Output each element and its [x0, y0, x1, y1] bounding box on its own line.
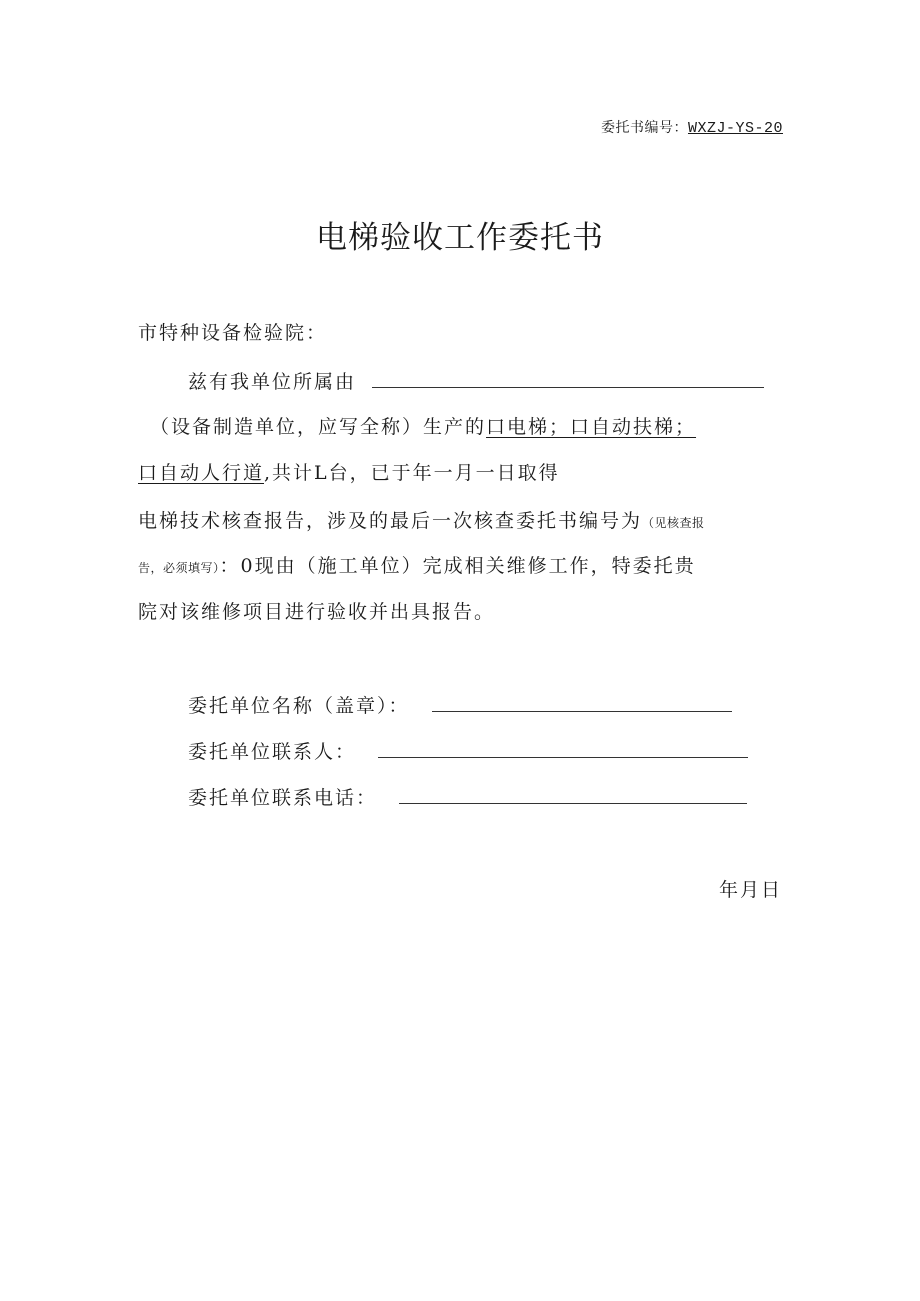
field-unit-name-label: 委托单位名称（盖章）：: [188, 695, 410, 717]
body-line-4-text: 电梯技术核查报告，涉及的最后一次核查委托书编号为: [138, 510, 643, 532]
contact-person-blank[interactable]: [378, 756, 748, 758]
equipment-type-walkway[interactable]: 口自动人行道: [138, 462, 265, 484]
reference-label: 委托书编号：: [600, 120, 688, 136]
body-line-6: 院对该维修项目进行验收并出具报告。: [138, 601, 496, 623]
equipment-type-options[interactable]: 口电梯；口自动扶梯；: [486, 416, 697, 438]
field-unit-name: [188, 691, 732, 718]
body-line-4: [138, 506, 705, 533]
field-contact-phone-label: 委托单位联系电话：: [188, 787, 378, 809]
body-line-2: [150, 412, 696, 439]
field-contact-person-label: 委托单位联系人：: [188, 741, 357, 763]
field-contact-person: [188, 737, 748, 764]
reference-number: [601, 117, 783, 137]
unit-name-blank[interactable]: [432, 710, 732, 712]
body-line-4-note: （见核查报: [642, 516, 705, 530]
body-line-5-text: ：0现由（施工单位）完成相关维修工作，特委托贵: [219, 555, 696, 577]
manufacturer-blank[interactable]: [372, 386, 764, 388]
body-line-2-text: （设备制造单位，应写全称）生产的: [150, 416, 487, 438]
body-line-3-text: ,共计L台，已于年一月一日取得: [264, 462, 560, 484]
body-line-1: [188, 367, 764, 394]
field-contact-phone: [188, 783, 747, 810]
body-line-1-text: 兹有我单位所属由: [188, 371, 357, 393]
reference-value: WXZJ-YS-20: [687, 120, 783, 137]
body-line-3: [138, 458, 560, 485]
signature-date: 年月日: [718, 879, 782, 901]
page-title: 电梯验收工作委托书: [316, 220, 604, 256]
contact-phone-blank[interactable]: [399, 802, 747, 804]
body-line-5: [138, 551, 696, 578]
addressee: 市特种设备检验院：: [138, 322, 328, 344]
body-line-5-note: 告，必须填写）: [138, 561, 220, 575]
